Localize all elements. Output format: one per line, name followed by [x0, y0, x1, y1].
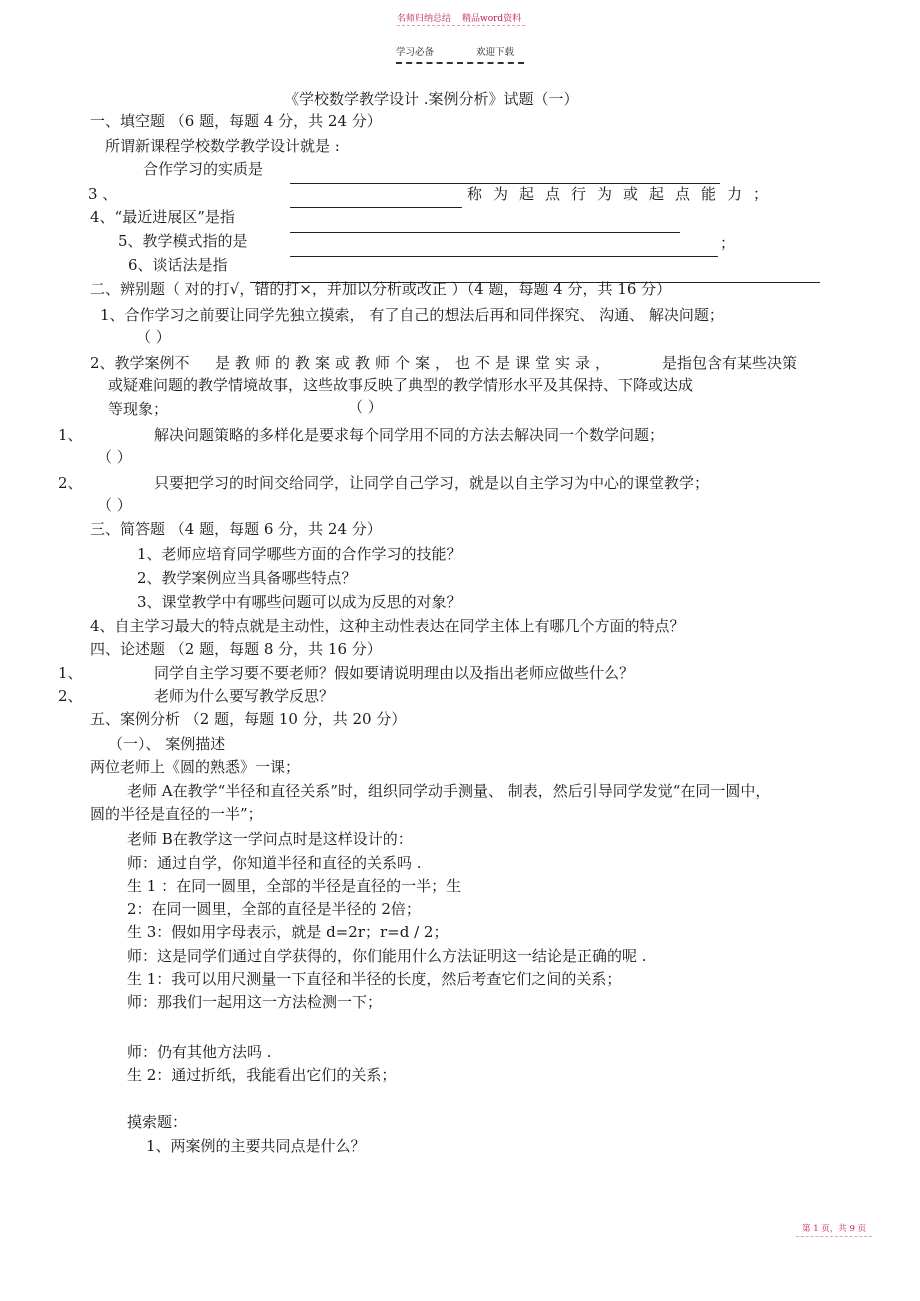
section5-sub: （一）、 案例描述 — [108, 735, 226, 753]
section4-q2-number: 2、 — [58, 687, 83, 705]
case-dialogue: 生 1 ：在同一圆里，全部的半径是直径的一半；生 — [127, 877, 462, 895]
section2-q4-paren: （ ） — [97, 496, 132, 514]
case-paragraph: 圆的半径是直径的一半”； — [90, 805, 263, 823]
section4-q1: 同学自主学习要不要老师？假如要请说明理由以及指出老师应做些什么？ — [154, 664, 635, 682]
thinking-question: 1、两案例的主要共同点是什么？ — [146, 1137, 366, 1155]
thinking-question-heading: 摸索题： — [127, 1113, 188, 1131]
section2-q4: 只要把学习的时间交给同学，让同学自己学习，就是以自主学习为中心的课堂教学； — [154, 474, 710, 492]
section2-q2-line2: 或疑难问题的教学情境故事，这些故事反映了典型的教学情形水平及其保持、下降或达成 — [108, 376, 694, 394]
header-left-label: 名师归纳总结 — [397, 14, 452, 24]
section4-q1-number: 1、 — [58, 664, 83, 682]
header-sub-divider — [396, 62, 524, 64]
case-dialogue: 生 2：通过折纸，我能看出它们的关系； — [127, 1066, 397, 1084]
section1-q2: 合作学习的实质是 — [143, 160, 264, 178]
section2-q1: 1、合作学习之前要让同学先独立摸索， 有了自己的想法后再和同伴探究、 沟通、 解决问题； — [100, 306, 724, 324]
case-paragraph: 老师 B在教学这一学问点时是这样设计的： — [127, 830, 413, 848]
header-divider — [397, 25, 525, 26]
section4-q2: 老师为什么要写教学反思？ — [154, 687, 335, 705]
answer-line — [290, 232, 680, 233]
section2-q3: 解决问题策略的多样化是要求每个同学用不同的方法去解决同一个数学问题； — [154, 426, 665, 444]
page-title: 《学校数学教学设计 .案例分析》试题（一） — [284, 90, 579, 108]
header-sub-right: 欢迎下载 — [476, 47, 515, 58]
case-dialogue: 师：通过自学，你知道半径和直径的关系吗 . — [127, 854, 422, 872]
case-dialogue: 师：那我们一起用这一方法检测一下； — [127, 993, 383, 1011]
section1-q3-text: 称为起点行为或起点能力； — [467, 185, 780, 203]
case-dialogue: 师：仍有其他方法吗 . — [127, 1043, 272, 1061]
header-sub-left: 学习必备 — [396, 47, 435, 58]
section1-q6: 6、谈话法是指 — [128, 256, 228, 274]
section1-q5: 5、教学模式指的是 — [118, 232, 248, 250]
section1-q3-number: 3 、 — [88, 185, 118, 203]
section2-heading: 二、辨别题（ 对的打√，错的打×，并加以分析或改正 ）（4 题，每题 4 分，共 16 分） — [90, 280, 672, 298]
page-number: 第 1 页，共 9 页 — [802, 1224, 867, 1234]
section2-q2-c: 是指包含有某些决策 — [662, 354, 798, 372]
section1-q5-end: ； — [720, 234, 736, 252]
section3-q2: 2、教学案例应当具备哪些特点？ — [137, 569, 357, 587]
header-right-label: 精品word资料 — [462, 14, 522, 24]
case-paragraph: 两位老师上《圆的熟悉》一课； — [90, 758, 301, 776]
section3-q1: 1、老师应培育同学哪些方面的合作学习的技能？ — [137, 545, 462, 563]
section2-q2-b: 是教师的教案或教师个案，也不是课堂实录， — [215, 354, 616, 372]
case-paragraph: 老师 A在教学“半径和直径关系”时，组织同学动手测量、 制表，然后引导同学发觉“在同一圆中， — [127, 782, 771, 800]
section3-q3: 3、课堂教学中有哪些问题可以成为反思的对象？ — [137, 593, 462, 611]
case-dialogue: 生 3：假如用字母表示，就是 d=2r；r=d / 2； — [127, 923, 449, 941]
answer-line — [290, 183, 720, 184]
section3-heading: 三、简答题 （4 题，每题 6 分，共 24 分） — [90, 520, 382, 538]
section1-q4: 4、“最近进展区”是指 — [90, 208, 235, 226]
section5-heading: 五、案例分析 （2 题，每题 10 分，共 20 分） — [90, 710, 407, 728]
section2-q2-line3: 等现象； — [108, 400, 169, 418]
case-dialogue: 2：在同一圆里，全部的直径是半径的 2倍； — [127, 900, 421, 918]
case-dialogue: 师：这是同学们通过自学获得的，你们能用什么方法证明这一结论是正确的呢 . — [127, 947, 647, 965]
case-dialogue: 生 1：我可以用尺测量一下直径和半径的长度，然后考查它们之间的关系； — [127, 970, 622, 988]
answer-line — [290, 207, 462, 208]
answer-line — [290, 256, 718, 257]
section2-q3-paren: （ ） — [97, 448, 132, 466]
section1-heading: 一、填空题 （6 题，每题 4 分，共 24 分） — [90, 112, 382, 130]
section2-q2-paren: （ ） — [348, 398, 383, 416]
section2-q4-number: 2、 — [58, 474, 83, 492]
footer-divider — [796, 1236, 872, 1237]
section3-q4: 4、自主学习最大的特点就是主动性，这种主动性表达在同学主体上有哪几个方面的特点？ — [90, 617, 685, 635]
section2-q3-number: 1、 — [58, 426, 83, 444]
section4-heading: 四、论述题 （2 题，每题 8 分，共 16 分） — [90, 640, 382, 658]
section2-q2-a: 2、教学案例不 — [90, 354, 190, 372]
section2-q1-paren: （ ） — [136, 328, 171, 346]
section1-q1: 所谓新课程学校数学教学设计就是 : — [105, 137, 340, 155]
